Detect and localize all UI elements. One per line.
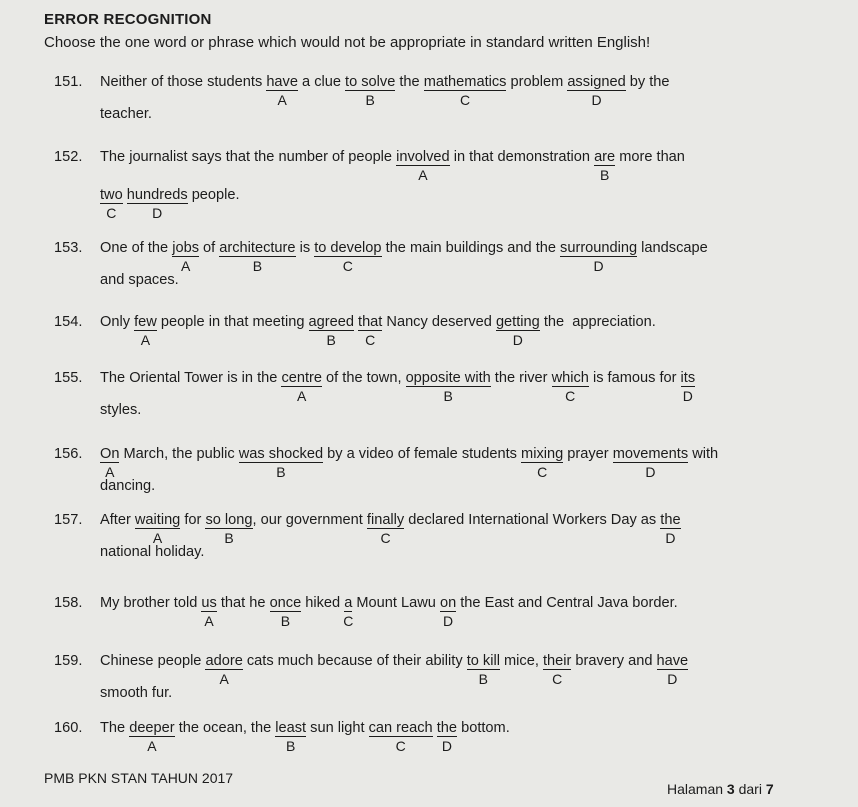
option-letter: C	[460, 92, 471, 108]
question-text	[100, 272, 179, 288]
question-line	[100, 314, 656, 348]
text-fragment: for	[180, 512, 206, 528]
text-fragment: landscape	[637, 240, 708, 256]
option-letter: D	[645, 464, 656, 480]
option-d[interactable]	[612, 446, 689, 480]
text-fragment: the river	[490, 370, 552, 386]
option-letter: C	[380, 530, 391, 546]
footer-page-middle: dari	[734, 781, 766, 797]
option-text: involved	[396, 149, 450, 165]
text-fragment: Mount Lawu	[352, 595, 440, 611]
option-text: mixing	[521, 446, 564, 462]
option-text: hundreds	[126, 187, 188, 203]
option-text: centre	[281, 370, 322, 386]
footer-current-page: 3	[726, 781, 735, 797]
option-letter: A	[204, 613, 214, 629]
option-text: its	[680, 370, 696, 386]
option-text: few	[134, 314, 157, 330]
question-number: 156.	[54, 446, 83, 462]
option-d[interactable]	[656, 653, 689, 687]
question-number: 160.	[54, 720, 83, 736]
text-fragment: with	[688, 446, 719, 462]
question-number: 155.	[54, 370, 83, 386]
option-text: least	[275, 720, 307, 736]
question-line	[100, 685, 172, 701]
question-text	[382, 240, 561, 256]
option-text: once	[269, 595, 302, 611]
question-text	[637, 240, 708, 256]
option-letter: A	[140, 332, 151, 348]
text-fragment: Chinese people	[100, 653, 206, 669]
option-letter: D	[665, 530, 676, 546]
option-letter: A	[297, 388, 307, 404]
question-text	[506, 74, 567, 90]
question-text	[100, 402, 141, 418]
text-fragment: people in that meeting	[156, 314, 309, 330]
text-fragment: The	[100, 720, 130, 736]
option-b[interactable]	[219, 240, 296, 274]
option-text: movements	[612, 446, 689, 462]
text-fragment: bottom.	[457, 720, 510, 736]
question-line	[100, 544, 204, 560]
question-text	[217, 595, 270, 611]
option-letter: B	[286, 738, 296, 754]
option-a[interactable]	[134, 314, 157, 348]
text-fragment: The Oriental Tower is in the	[100, 370, 282, 386]
option-letter: B	[252, 258, 263, 274]
text-fragment: My brother told	[100, 595, 202, 611]
text-fragment: people.	[187, 187, 240, 203]
text-fragment: the ocean, the	[174, 720, 276, 736]
option-a[interactable]	[281, 370, 322, 404]
option-letter: B	[478, 671, 488, 687]
text-fragment: Neither of those students	[100, 74, 267, 90]
option-c[interactable]	[343, 595, 354, 629]
option-letter: D	[512, 332, 523, 348]
text-fragment: dancing.	[100, 478, 156, 494]
option-text: adore	[205, 653, 243, 669]
option-text: on	[439, 595, 457, 611]
option-text: which	[551, 370, 589, 386]
question-text	[540, 314, 656, 330]
option-letter: A	[277, 92, 287, 108]
question-text	[301, 595, 344, 611]
option-text: getting	[495, 314, 540, 330]
option-text: are	[594, 149, 616, 165]
option-letter: A	[152, 530, 163, 546]
option-text: agreed	[308, 314, 354, 330]
question-text	[450, 149, 594, 165]
option-letter: B	[276, 464, 286, 480]
question-text	[456, 595, 677, 611]
option-b[interactable]	[405, 370, 491, 404]
text-fragment: The journalist says that the number of people	[100, 149, 397, 165]
question-text	[100, 240, 172, 256]
option-letter: C	[537, 464, 548, 480]
question-text	[395, 74, 423, 90]
option-a[interactable]	[129, 720, 175, 754]
option-c[interactable]	[358, 314, 383, 348]
question-line	[100, 74, 670, 108]
option-letter: B	[280, 613, 291, 629]
option-letter: D	[441, 738, 452, 754]
question-text	[500, 653, 543, 669]
option-b[interactable]	[345, 74, 396, 108]
text-fragment: in that demonstration	[449, 149, 595, 165]
question-text	[100, 314, 134, 330]
option-d[interactable]	[567, 74, 626, 108]
question-text	[119, 446, 238, 462]
option-letter: D	[591, 92, 602, 108]
text-fragment: Only	[100, 314, 135, 330]
question-text	[180, 512, 205, 528]
option-text: mathematics	[423, 74, 507, 90]
text-fragment: hiked	[301, 595, 345, 611]
question-number: 151.	[54, 74, 83, 90]
option-b[interactable]	[275, 720, 307, 754]
text-fragment: cats much because of their ability	[242, 653, 467, 669]
question-line	[100, 446, 719, 480]
question-number: 157.	[54, 512, 83, 528]
text-fragment: , our government	[252, 512, 367, 528]
option-text: was shocked	[238, 446, 324, 462]
option-d[interactable]	[560, 240, 638, 274]
question-text	[253, 512, 367, 528]
question-text	[100, 106, 152, 122]
question-text	[100, 685, 172, 701]
option-b[interactable]	[205, 512, 253, 546]
option-text: surrounding	[560, 240, 638, 256]
option-text: deeper	[129, 720, 175, 736]
question-text	[100, 74, 266, 90]
option-text: opposite with	[405, 370, 491, 386]
option-letter: D	[443, 613, 454, 629]
question-number: 154.	[54, 314, 83, 330]
option-text: can reach	[368, 720, 433, 736]
option-letter: D	[152, 205, 163, 221]
text-fragment: After	[100, 512, 135, 528]
option-d[interactable]	[436, 720, 458, 754]
footer-exam-name: PMB PKN STAN TAHUN 2017	[44, 770, 234, 786]
question-text	[100, 478, 155, 494]
text-fragment: a clue	[297, 74, 346, 90]
option-b[interactable]	[308, 314, 354, 348]
option-d[interactable]	[439, 595, 457, 629]
option-letter: C	[342, 258, 353, 274]
option-text: waiting	[134, 512, 181, 528]
option-text: have	[656, 653, 689, 669]
option-text: assigned	[567, 74, 626, 90]
option-text: to solve	[345, 74, 396, 90]
question-text	[457, 720, 510, 736]
option-text: their	[542, 653, 572, 669]
option-letter: B	[599, 167, 610, 183]
option-c[interactable]	[366, 512, 405, 546]
option-text: two	[100, 187, 123, 203]
question-text	[298, 74, 345, 90]
question-line	[100, 720, 510, 754]
option-letter: B	[365, 92, 375, 108]
text-fragment: bravery and	[571, 653, 657, 669]
option-letter: A	[147, 738, 157, 754]
question-line	[100, 478, 155, 494]
option-text: architecture	[219, 240, 296, 256]
option-a[interactable]	[172, 240, 199, 274]
text-fragment: by the	[625, 74, 670, 90]
option-c[interactable]	[521, 446, 564, 480]
option-text: to kill	[466, 653, 500, 669]
footer-page-prefix: Halaman	[667, 781, 727, 797]
text-fragment: styles.	[100, 402, 142, 418]
question-text	[100, 653, 205, 669]
footer-page-number	[667, 781, 774, 797]
option-text: finally	[366, 512, 405, 528]
option-d[interactable]	[680, 370, 696, 404]
question-text	[157, 314, 309, 330]
section-title: ERROR RECOGNITION	[44, 11, 212, 28]
question-line	[100, 272, 179, 288]
option-c[interactable]	[423, 74, 507, 108]
text-fragment: of	[199, 240, 220, 256]
option-c[interactable]	[551, 370, 589, 404]
option-text: us	[201, 595, 217, 611]
text-fragment: of the town,	[322, 370, 406, 386]
text-fragment: is	[295, 240, 315, 256]
option-a[interactable]	[266, 74, 298, 108]
option-b[interactable]	[269, 595, 302, 629]
question-number: 158.	[54, 595, 83, 611]
question-line	[100, 595, 678, 629]
question-line	[100, 370, 696, 404]
option-text: jobs	[172, 240, 199, 256]
option-a[interactable]	[201, 595, 217, 629]
option-text: to develop	[314, 240, 382, 256]
text-fragment: the main buildings and the	[381, 240, 561, 256]
question-number: 153.	[54, 240, 83, 256]
text-fragment: prayer	[563, 446, 613, 462]
option-text: On	[100, 446, 120, 462]
option-letter: C	[565, 388, 576, 404]
text-fragment: Nancy deserved	[382, 314, 496, 330]
question-text	[626, 74, 670, 90]
text-fragment: by a video of female students	[323, 446, 522, 462]
option-b[interactable]	[594, 149, 616, 183]
option-letter: B	[326, 332, 336, 348]
option-letter: D	[667, 671, 678, 687]
question-text	[243, 653, 467, 669]
text-fragment: declared International Workers Day as	[404, 512, 661, 528]
option-a[interactable]	[205, 653, 243, 687]
text-fragment: problem	[506, 74, 568, 90]
text-fragment: the	[395, 74, 424, 90]
text-fragment: national holiday.	[100, 544, 205, 560]
text-fragment: is famous for	[588, 370, 681, 386]
option-text: a	[344, 595, 353, 611]
question-text	[688, 446, 718, 462]
question-text	[100, 512, 135, 528]
option-c[interactable]	[100, 187, 123, 221]
instructions: Choose the one word or phrase which would not be appropriate in standard written English!	[44, 34, 651, 51]
text-fragment: and spaces.	[100, 272, 179, 288]
option-letter: B	[443, 388, 453, 404]
option-text: the	[436, 720, 458, 736]
question-text	[382, 314, 496, 330]
question-line	[100, 402, 141, 418]
option-letter: D	[593, 258, 604, 274]
option-letter: C	[395, 738, 406, 754]
text-fragment: that he	[216, 595, 270, 611]
question-text	[615, 149, 685, 165]
option-text: so long	[205, 512, 253, 528]
question-line	[100, 149, 685, 183]
option-a[interactable]	[100, 446, 120, 480]
question-text	[404, 512, 660, 528]
question-text	[323, 446, 521, 462]
question-text	[100, 720, 129, 736]
option-letter: C	[343, 613, 354, 629]
question-text	[199, 240, 219, 256]
option-d[interactable]	[495, 314, 540, 348]
question-text	[100, 370, 281, 386]
question-text	[175, 720, 276, 736]
question-text	[100, 544, 204, 560]
text-fragment: sun light	[306, 720, 369, 736]
question-text	[306, 720, 368, 736]
question-line	[100, 512, 681, 546]
question-line	[100, 106, 152, 122]
option-b[interactable]	[238, 446, 324, 480]
text-fragment: the appreciation.	[539, 314, 656, 330]
text-fragment: teacher.	[100, 106, 152, 122]
question-line	[100, 187, 240, 221]
question-text	[491, 370, 552, 386]
question-text	[571, 653, 656, 669]
question-text	[100, 149, 396, 165]
option-b[interactable]	[466, 653, 500, 687]
question-text	[563, 446, 612, 462]
question-line	[100, 240, 708, 274]
option-text: the	[660, 512, 681, 528]
text-fragment: smooth fur.	[100, 685, 173, 701]
option-c[interactable]	[368, 720, 433, 754]
option-letter: C	[552, 671, 563, 687]
question-text	[100, 595, 201, 611]
option-letter: A	[105, 464, 115, 480]
footer-total-pages: 7	[765, 781, 774, 797]
option-c[interactable]	[314, 240, 382, 274]
text-fragment: more than	[615, 149, 685, 165]
option-letter: A	[418, 167, 428, 183]
question-text	[296, 240, 315, 256]
option-letter: D	[682, 388, 693, 404]
option-letter: C	[106, 205, 117, 221]
option-letter: A	[219, 671, 229, 687]
question-text	[322, 370, 406, 386]
option-letter: C	[365, 332, 376, 348]
text-fragment: March, the public	[119, 446, 239, 462]
question-text	[589, 370, 681, 386]
option-c[interactable]	[542, 653, 572, 687]
option-a[interactable]	[396, 149, 450, 183]
question-line	[100, 653, 689, 687]
option-text: that	[358, 314, 383, 330]
text-fragment: One of the	[100, 240, 173, 256]
question-number: 159.	[54, 653, 83, 669]
option-letter: B	[224, 530, 234, 546]
question-number: 152.	[54, 149, 83, 165]
option-d[interactable]	[660, 512, 681, 546]
text-fragment: the East and Central Java border.	[456, 595, 678, 611]
option-text: have	[266, 74, 298, 90]
question-text	[188, 187, 240, 203]
text-fragment: mice,	[499, 653, 543, 669]
question-text	[352, 595, 440, 611]
option-letter: A	[180, 258, 191, 274]
option-a[interactable]	[134, 512, 181, 546]
option-d[interactable]	[126, 187, 188, 221]
